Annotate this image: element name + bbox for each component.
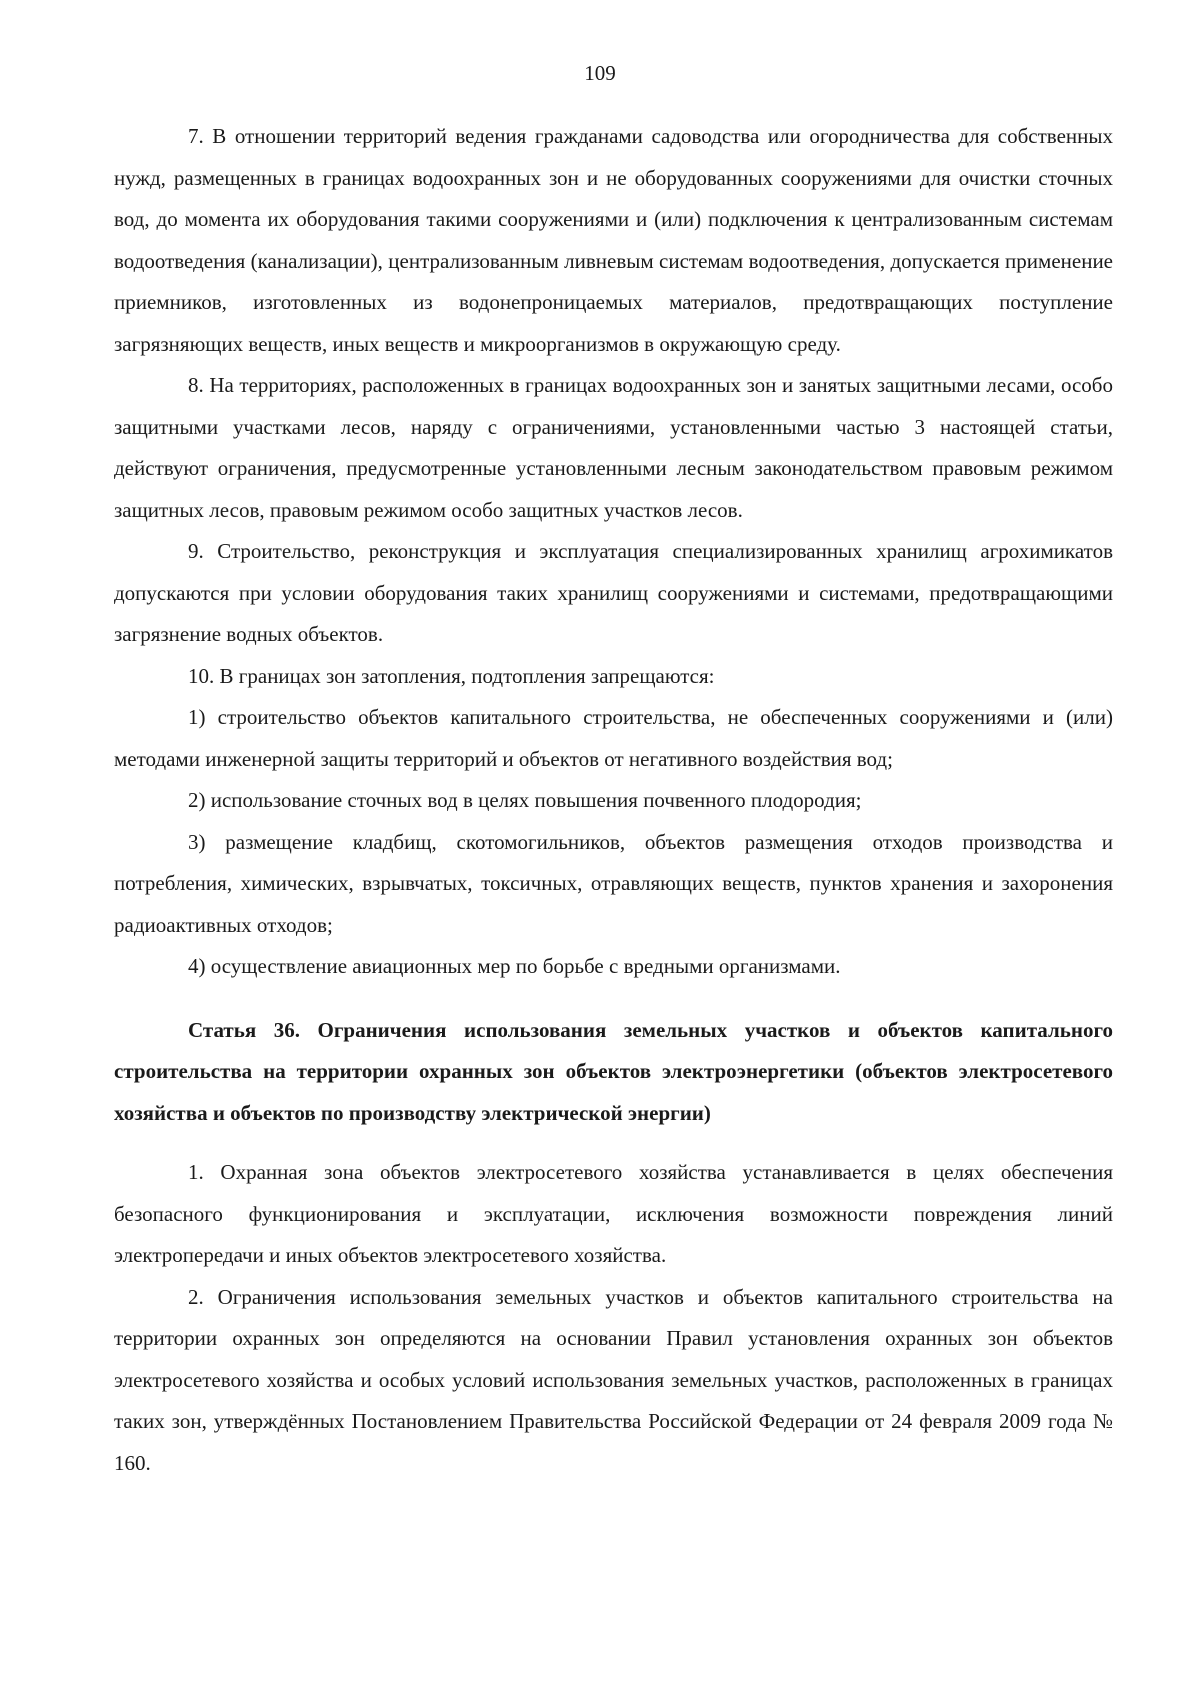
list-item-2: 2) использование сточных вод в целях повышения почвенного плодородия; — [188, 788, 862, 812]
list-item-1: 1) строительство объектов капитального строительства, не обеспеченных сооружениями и (или) методами инженерной защиты территорий и объектов от негативного воздействия вод; — [114, 705, 1113, 771]
paragraph-10: 10. В границах зон затопления, подтопления запрещаются: — [188, 663, 715, 688]
paragraph-7: 7. В отношении территорий ведения гражданами садоводства или огородничества для собственных нужд, размещенных в границах водоохранных зон и не оборудованных сооружениями для очистки сточных вод, до момента их оборудования такими сооружениями и (или) подключения к централизованным системам водоотведения (канализации), централизованным ливневым системам водоотведения, допускается применение приемников, изготовленных из водонепроницаемых материалов, предотвращающих поступление загрязняющих веществ, иных веществ и микроорганизмов в окружающую среду. — [114, 124, 1113, 356]
article-paragraph-2: 2. Ограничения использования земельных участков и объектов капитального строительства на территории охранных зон определяются на основании Правил установления охранных зон объектов электросетевого хозяйства и особых условий использования земельных участков, расположенных в границах таких зон, утверждённых Постановлением Правительства Российской Федерации от 24 февраля 2009 года № 160. — [114, 1284, 1113, 1475]
page-number: 109 — [584, 61, 616, 85]
list-item-3: 3) размещение кладбищ, скотомогильников, объектов размещения отходов производства и потребления, химических, взрывчатых, токсичных, отравляющих веществ, пунктов хранения и захоронения радиоактивных отходов; — [114, 829, 1113, 937]
list-item-4: 4) осуществление авиационных мер по борьбе с вредными организмами. — [188, 954, 841, 978]
document-body — [114, 116, 1113, 1484]
paragraph-8: 8. На территориях, расположенных в границах водоохранных зон и занятых защитными лесами, особо защитными участками лесов, наряду с ограничениями, установленными частью 3 настоящей статьи, действуют ограничения, предусмотренные установленными лесным законодательством правовым режимом защитных лесов, правовым режимом особо защитных участков лесов. — [114, 373, 1113, 522]
article-paragraph-1: 1. Охранная зона объектов электросетевого хозяйства устанавливается в целях обеспечения безопасного функционирования и эксплуатации, исключения возможности повреждения линий электропередачи и иных объектов электросетевого хозяйства. — [114, 1160, 1113, 1267]
article-heading: Статья 36. Ограничения использования земельных участков и объектов капитального строительства на территории охранных зон объектов электроэнергетики (объектов электросетевого хозяйства и объектов по производству электрической энергии) — [114, 1017, 1113, 1125]
paragraph-9: 9. Строительство, реконструкция и эксплуатация специализированных хранилищ агрохимикатов допускаются при условии оборудования таких хранилищ сооружениями и системами, предотвращающими загрязнение водных объектов. — [114, 539, 1113, 646]
